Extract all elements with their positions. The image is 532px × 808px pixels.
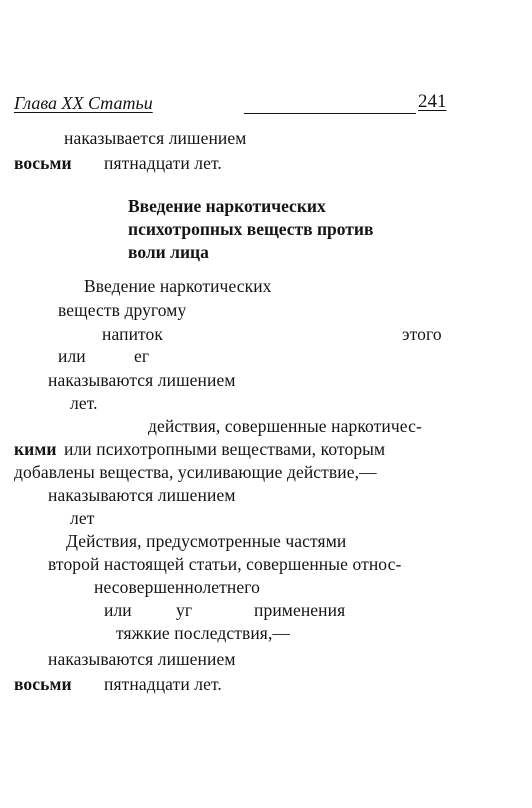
text-line: наказываются лишением <box>48 370 236 390</box>
header-rule <box>244 113 416 114</box>
text-line: лет <box>70 508 95 528</box>
text-line: напиток <box>102 324 164 344</box>
section-heading-line: психотропных веществ против <box>128 219 374 239</box>
text-line: действия, совершенные наркотичес- <box>148 416 422 436</box>
page-number: 241 <box>418 91 447 112</box>
text-line: восьми <box>14 674 72 694</box>
text-line: этого <box>402 324 442 344</box>
text-line: уг <box>176 600 193 620</box>
text-line: второй настоящей статьи, совершенные относ- <box>48 554 402 574</box>
text-line: кими <box>14 439 57 459</box>
text-line: наказывается лишением <box>64 128 247 148</box>
text-line: тяжкие последствия,— <box>116 623 291 643</box>
text-line: или <box>58 346 86 366</box>
text-line: ег <box>134 346 150 366</box>
text-line: пятнадцати лет. <box>104 153 222 173</box>
text-line: пятнадцати лет. <box>104 674 222 694</box>
text-line: добавлены вещества, усиливающие действие,— <box>14 462 377 482</box>
text-line: или психотропными веществами, которым <box>64 439 386 459</box>
text-line: несовершеннолетнего <box>94 577 260 597</box>
text-line: Введение наркотических <box>84 276 272 296</box>
section-heading-line: воли лица <box>128 242 209 262</box>
text-line: лет. <box>70 393 98 413</box>
text-line: восьми <box>14 153 72 173</box>
text-line: наказываются лишением <box>48 649 236 669</box>
text-line: наказываются лишением <box>48 485 236 505</box>
text-line: или <box>104 600 132 620</box>
chapter-title: Глава XX Статьи <box>14 93 153 113</box>
text-line: применения <box>254 600 346 620</box>
text-line: веществ другому <box>58 300 187 320</box>
section-heading-line: Введение наркотических <box>128 196 326 216</box>
text-line: Действия, предусмотренные частями <box>66 531 347 551</box>
